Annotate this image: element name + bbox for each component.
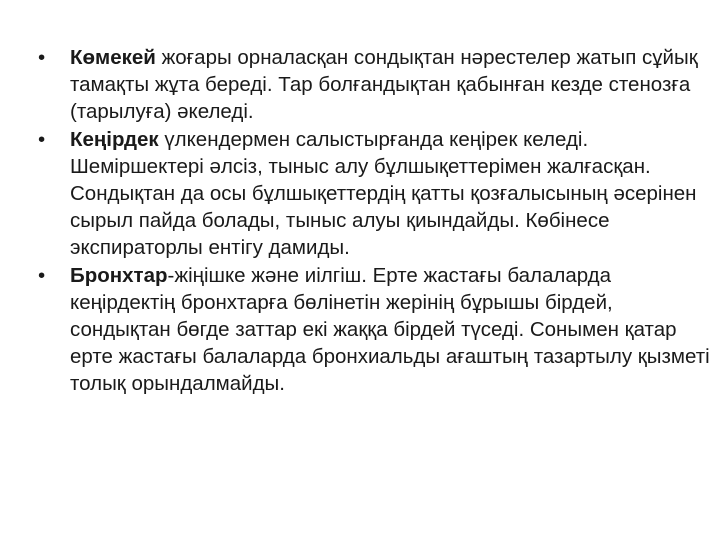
bullet-marker: •	[38, 263, 46, 287]
bullet-marker: •	[38, 46, 46, 69]
bullet-text-trachea: үлкендермен салыстырғанда кеңірек келеді. Шеміршектері әлсіз, тыныс алу бұлшықеттерімен жалғасқан. Сондықтан да осы бұлшықеттердің қатты қозғалысының әсерінен сырыл пайда болады, тыныс алуы қиындайды. Көбінесе экспираторлы ентігу дамиды.	[70, 127, 697, 260]
bullet-text-larynx: жоғары орналасқан сондықтан нәрестелер жатып сұйық тамақты жұта береді. Тар болғандықтан қабынған кезде стенозға (тарылуға) әкеледі.	[70, 46, 698, 124]
bullet-item-bronchi	[38, 262, 710, 398]
bullet-marker: •	[38, 127, 46, 151]
bullet-term-larynx: Көмекей	[70, 46, 156, 69]
bullet-term-trachea: Кеңірдек	[70, 127, 159, 151]
bullet-list	[38, 44, 710, 398]
bullet-term-bronchi: Бронхтар	[70, 263, 168, 287]
bullet-item-trachea	[38, 126, 710, 262]
bullet-item-larynx	[38, 44, 710, 126]
bullet-text-bronchi: -жіңішке және иілгіш. Ерте жастағы балаларда кеңірдектің бронхтарға бөлінетін жерінің бұрышы бірдей, сондықтан бөгде заттар екі жаққа бірдей түседі. Сонымен қатар ерте жастағы балаларда бронхиальды ағаштың тазартылу қызметі толық орындалмайды.	[70, 263, 710, 396]
